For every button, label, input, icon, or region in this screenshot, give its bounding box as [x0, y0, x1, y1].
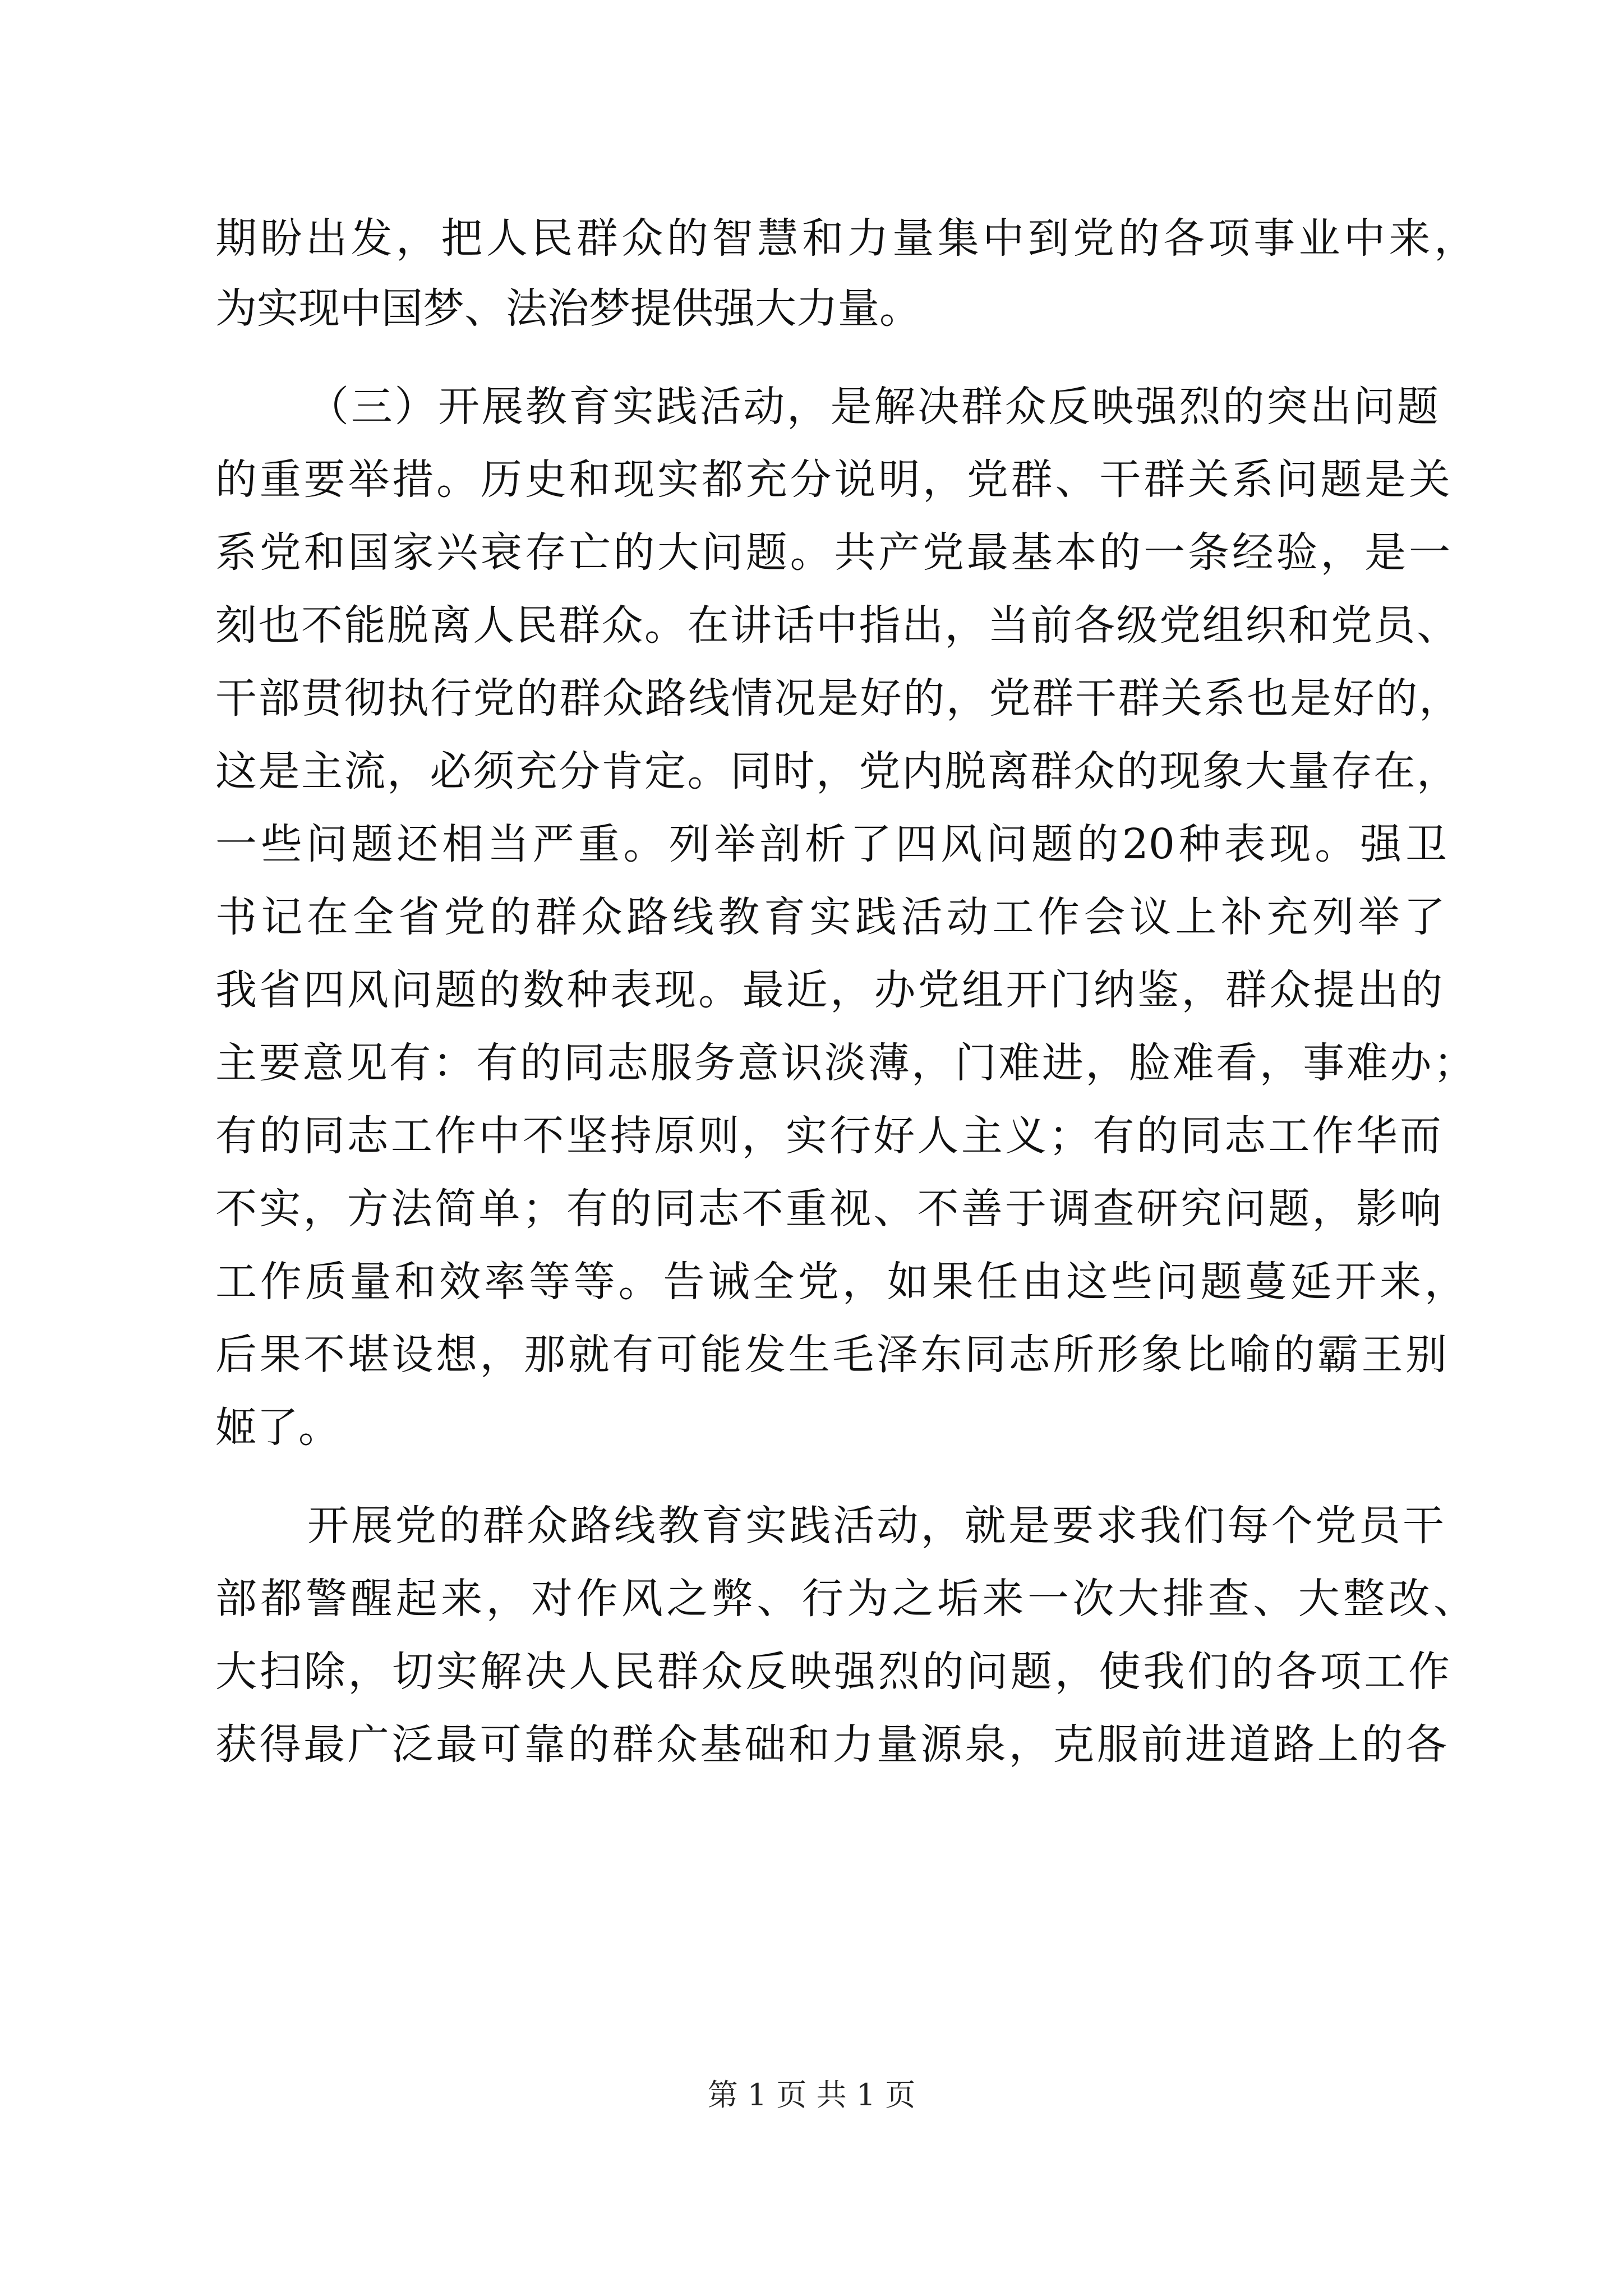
text-line [0, 1243, 1623, 1321]
text-line-content: 这是主流，必须充分肯定。同时，党内脱离群众的现象大量存在， [215, 747, 1458, 795]
text-line [0, 1705, 1623, 1784]
text-line [0, 732, 1623, 811]
text-line-content: 不实，方法简单；有的同志不重视、不善于调查研究问题，影响 [215, 1185, 1441, 1233]
text-line [0, 513, 1623, 592]
text-line-content: 姬了。 [215, 1404, 340, 1452]
text-line [0, 1315, 1623, 1394]
text-line-content: 工作质量和效率等等。告诫全党，如果任由这些问题蔓延开来， [215, 1258, 1466, 1306]
text-line-content: 主要意见有：有的同志服务意识淡薄，门难进，脸难看，事难办； [215, 1039, 1475, 1087]
text-line [0, 1170, 1623, 1248]
text-line [0, 805, 1623, 884]
page-number: 第 1 页 共 1 页 [707, 2077, 916, 2113]
text-line [0, 1388, 1623, 1467]
text-line [0, 1559, 1623, 1638]
text-line [0, 199, 1623, 278]
text-line [0, 586, 1623, 665]
text-line-content: 有的同志工作中不坚持原则，实行好人主义；有的同志工作华而 [215, 1112, 1441, 1160]
text-line-content: 为实现中国梦、法治梦提供强大力量。 [215, 284, 921, 333]
text-line-content: 刻也不能脱离人民群众。在讲话中指出，当前各级党组织和党员、 [215, 601, 1458, 650]
text-line-content: 开展党的群众路线教育实践活动，就是要求我们每个党员干 [307, 1502, 1444, 1550]
text-line [0, 1632, 1623, 1711]
text-line [0, 878, 1623, 956]
text-line-content: 干部贯彻执行党的群众路线情况是好的，党群干群关系也是好的， [215, 674, 1460, 723]
text-line [0, 659, 1623, 738]
page-footer [0, 2070, 1623, 2120]
text-line-content: 部都警醒起来，对作风之弊、行为之垢来一次大排查、大整改、 [215, 1575, 1475, 1623]
text-line-content: 后果不堪设想，那就有可能发生毛泽东同志所形象比喻的霸王别 [215, 1331, 1447, 1379]
text-line-content: 期盼出发，把人民群众的智慧和力量集中到党的各项事业中来， [215, 214, 1476, 263]
text-line [0, 1097, 1623, 1175]
text-line [0, 367, 1623, 446]
text-line-content: 获得最广泛最可靠的群众基础和力量源泉，克服前进道路上的各 [215, 1720, 1447, 1769]
text-line-content: 书记在全省党的群众路线教育实践活动工作会议上补充列举了 [215, 893, 1445, 941]
text-line [0, 440, 1623, 519]
text-line-content: 的重要举措。历史和现实都充分说明，党群、干群关系问题是关 [215, 455, 1450, 504]
text-line-content: 系党和国家兴衰存亡的大问题。共产党最基本的一条经验，是一 [215, 528, 1450, 577]
text-line [0, 269, 1623, 348]
text-line-content: （三）开展教育实践活动，是解决群众反映强烈的突出问题 [307, 383, 1438, 431]
text-line-content: 大扫除，切实解决人民群众反映强烈的问题，使我们的各项工作 [215, 1648, 1450, 1696]
text-line [0, 951, 1623, 1029]
text-line [0, 1024, 1623, 1102]
text-line-content: 一些问题还相当严重。列举剖析了四风问题的20种表现。强卫 [215, 820, 1447, 868]
text-line [0, 1487, 1623, 1565]
text-line-content: 我省四风问题的数种表现。最近，办党组开门纳鉴，群众提出的 [215, 966, 1442, 1014]
